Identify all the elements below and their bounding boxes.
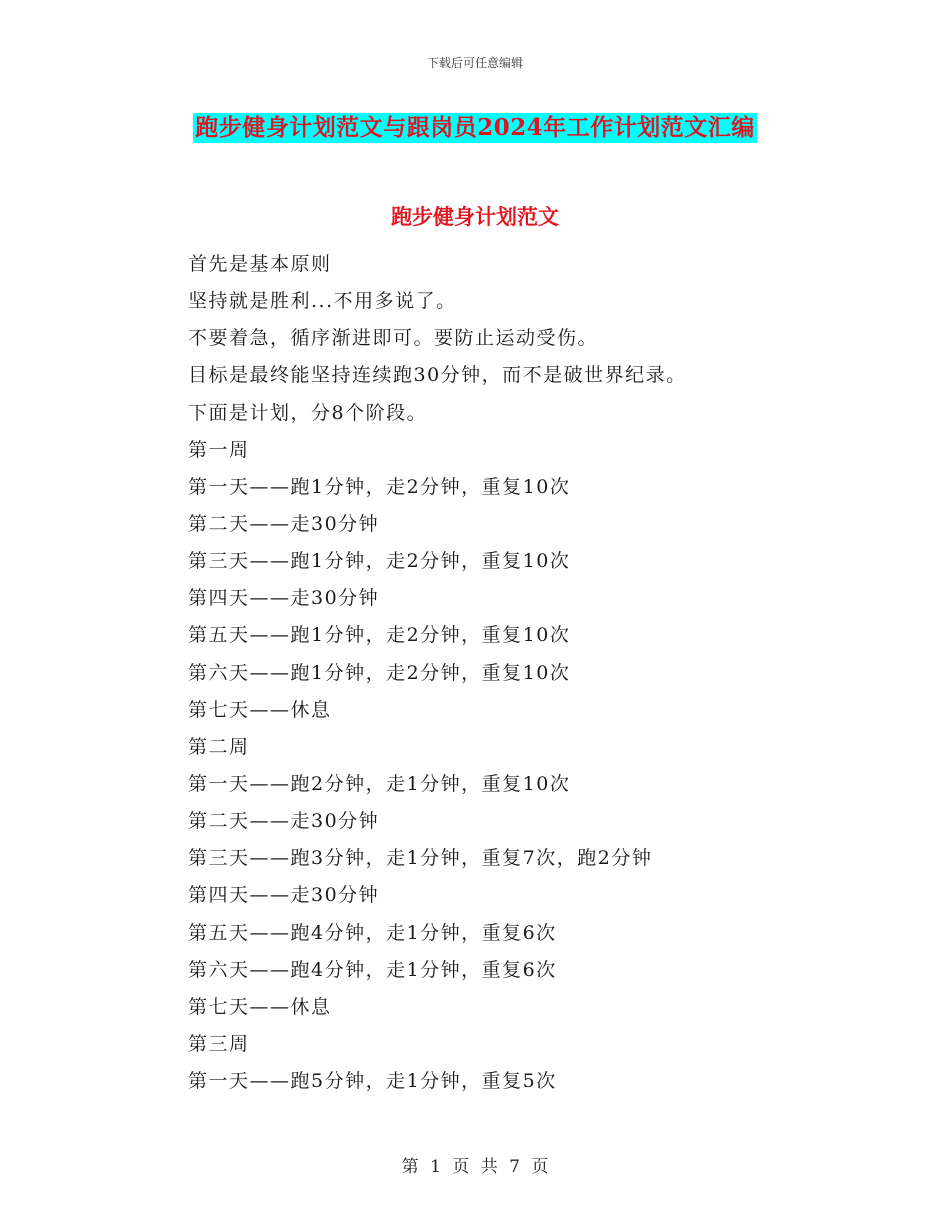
body-line: 第七天——休息 [188, 995, 332, 1018]
body-line: 第六天——跑4分钟，走1分钟，重复6次 [188, 958, 557, 981]
body-line: 第三天——跑3分钟，走1分钟，重复7次，跑2分钟 [188, 847, 653, 870]
body-line: 第七天——休息 [188, 698, 332, 721]
body-line: 第六天——跑1分钟，走2分钟，重复10次 [188, 661, 571, 684]
body-line: 第二天——走30分钟 [188, 810, 380, 833]
page-footer: 第 1 页 共 7 页 [401, 1157, 549, 1177]
body-line: 第二周 [188, 735, 250, 758]
body-line: 第三周 [188, 1032, 250, 1055]
body-line: 第一天——跑2分钟，走1分钟，重复10次 [188, 772, 571, 795]
body-line: 第四天——走30分钟 [188, 587, 380, 610]
body-line: 第二天——走30分钟 [188, 512, 380, 535]
body-line: 第一天——跑1分钟，走2分钟，重复10次 [188, 475, 571, 498]
body-line: 坚持就是胜利...不用多说了。 [188, 290, 457, 313]
body-line: 第三天——跑1分钟，走2分钟，重复10次 [188, 550, 571, 573]
body-line: 第四天——走30分钟 [188, 884, 380, 907]
document-title-container [0, 113, 950, 143]
body-line: 下面是计划，分8个阶段。 [188, 401, 428, 424]
body-line: 目标是最终能坚持连续跑30分钟，而不是破世界纪录。 [188, 364, 687, 387]
document-title: 跑步健身计划范文与跟岗员2024年工作计划范文汇编 [195, 114, 755, 141]
body-line: 不要着急，循序渐进即可。要防止运动受伤。 [188, 327, 599, 350]
body-line: 第一周 [188, 438, 250, 461]
body-text [188, 246, 828, 1100]
page-header-note: 下载后可任意编辑 [426, 56, 523, 70]
section-title: 跑步健身计划范文 [391, 204, 559, 229]
body-line: 第一天——跑5分钟，走1分钟，重复5次 [188, 1070, 557, 1093]
body-line: 首先是基本原则 [188, 253, 332, 275]
body-line: 第五天——跑4分钟，走1分钟，重复6次 [188, 921, 557, 944]
body-line: 第五天——跑1分钟，走2分钟，重复10次 [188, 624, 571, 647]
